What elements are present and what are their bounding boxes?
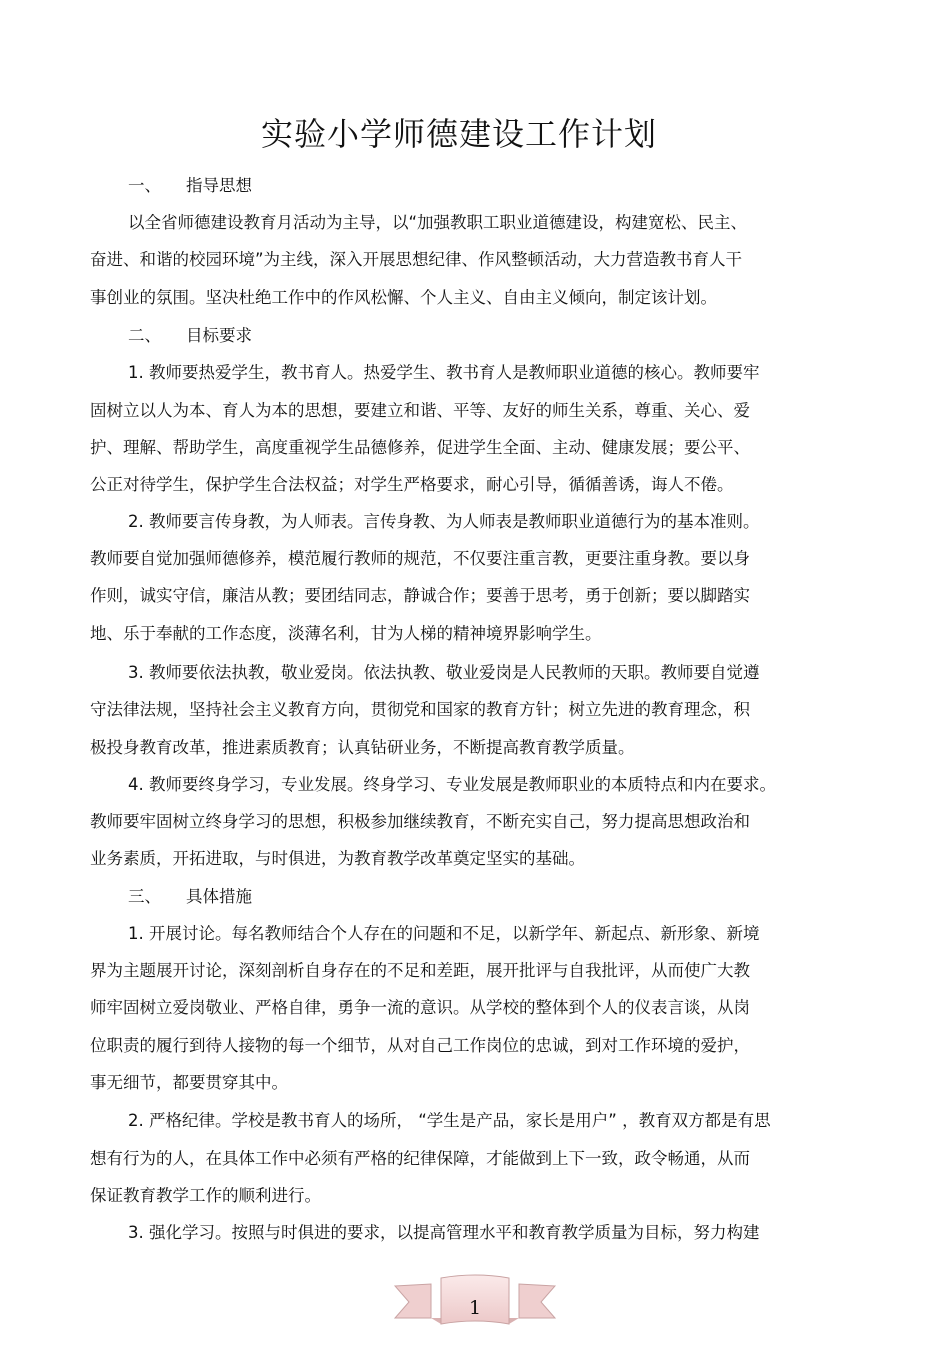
paragraph-line: 极投身教育改革，推进素质教育；认真钻研业务，不断提高教育教学质量。 [90, 738, 635, 757]
paragraph-line: 业务素质，开拓进取，与时俱进，为教育教学改革奠定坚实的基础。 [90, 849, 585, 868]
section-title: 具体措施 [186, 887, 252, 906]
paragraph-line: 3. 教师要依法执教，敬业爱岗。依法执教、敬业爱岗是人民教师的天职。教师要自觉遵 [128, 663, 760, 682]
paragraph-line: 师牢固树立爱岗敬业、严格自律，勇争一流的意识。从学校的整体到个人的仪表言谈，从岗 [90, 998, 750, 1017]
paragraph-line: 3. 强化学习。按照与时俱进的要求，以提高管理水平和教育教学质量为目标，努力构建 [128, 1223, 760, 1242]
paragraph-line: 1. 教师要热爱学生，教书育人。热爱学生、教书育人是教师职业道德的核心。教师要牢 [128, 363, 760, 382]
section-title: 指导思想 [186, 176, 252, 195]
paragraph-line: 护、理解、帮助学生，高度重视学生品德修养，促进学生全面、主动、健康发展；要公平、 [90, 438, 750, 457]
paragraph-line: 1. 开展讨论。每名教师结合个人存在的问题和不足，以新学年、新起点、新形象、新境 [128, 924, 760, 943]
paragraph-line: 位职责的履行到待人接物的每一个细节，从对自己工作岗位的忠诚，到对工作环境的爱护， [90, 1036, 750, 1055]
page-number: 1 [468, 1297, 482, 1319]
paragraph-line: 固树立以人为本、育人为本的思想，要建立和谐、平等、友好的师生关系，尊重、关心、爱 [90, 401, 750, 420]
section-number: 一、 [128, 176, 161, 195]
paragraph-line: 想有行为的人，在具体工作中必须有严格的纪律保障，才能做到上下一致，政令畅通，从而 [90, 1149, 750, 1168]
paragraph-line: 教师要自觉加强师德修养，模范履行教师的规范，不仅要注重言教，更要注重身教。要以身 [90, 549, 750, 568]
paragraph-line: 事创业的氛围。坚决杜绝工作中的作风松懈、个人主义、自由主义倾向，制定该计划。 [90, 288, 717, 307]
paragraph-line: 界为主题展开讨论，深刻剖析自身存在的不足和差距，展开批评与自我批评，从而使广大教 [90, 961, 750, 980]
paragraph-line: 作则，诚实守信，廉洁从教；要团结同志，静诚合作；要善于思考，勇于创新；要以脚踏实 [90, 586, 750, 605]
paragraph-line: 教师要牢固树立终身学习的思想，积极参加继续教育，不断充实自己，努力提高思想政治和 [90, 812, 750, 831]
paragraph-line: 保证教育教学工作的顺利进行。 [90, 1186, 321, 1205]
section-heading-1 [128, 175, 252, 197]
paragraph-line: 以全省师德建设教育月活动为主导，以“加强教职工职业道德建设，构建宽松、民主、 [128, 213, 748, 232]
section-number: 三、 [128, 887, 161, 906]
document-title: 实验小学师德建设工作计划 [260, 115, 657, 153]
paragraph-line: 守法律法规，坚持社会主义教育方向，贯彻党和国家的教育方针；树立先进的教育理念，积 [90, 700, 750, 719]
paragraph-line: 2. 严格纪律。学校是教书育人的场所， “学生是产品，家长是用户” ，教育双方都是有思 [128, 1111, 771, 1130]
paragraph-line: 2. 教师要言传身教，为人师表。言传身教、为人师表是教师职业道德行为的基本准则。 [128, 512, 760, 531]
paragraph-line: 事无细节，都要贯穿其中。 [90, 1073, 288, 1092]
section-heading-3 [128, 886, 252, 908]
paragraph-line: 地、乐于奉献的工作态度，淡薄名利，甘为人梯的精神境界影响学生。 [90, 624, 602, 643]
paragraph-line: 奋进、和谐的校园环境”为主线，深入开展思想纪律、作风整顿活动，大力营造教书育人干 [90, 250, 743, 269]
paragraph-line: 公正对待学生，保护学生合法权益；对学生严格要求，耐心引导，循循善诱，诲人不倦。 [90, 475, 734, 494]
paragraph-line: 4. 教师要终身学习，专业发展。终身学习、专业发展是教师职业的本质特点和内在要求。 [128, 775, 776, 794]
section-number: 二、 [128, 326, 161, 345]
section-heading-2 [128, 325, 252, 347]
section-title: 目标要求 [186, 326, 252, 345]
